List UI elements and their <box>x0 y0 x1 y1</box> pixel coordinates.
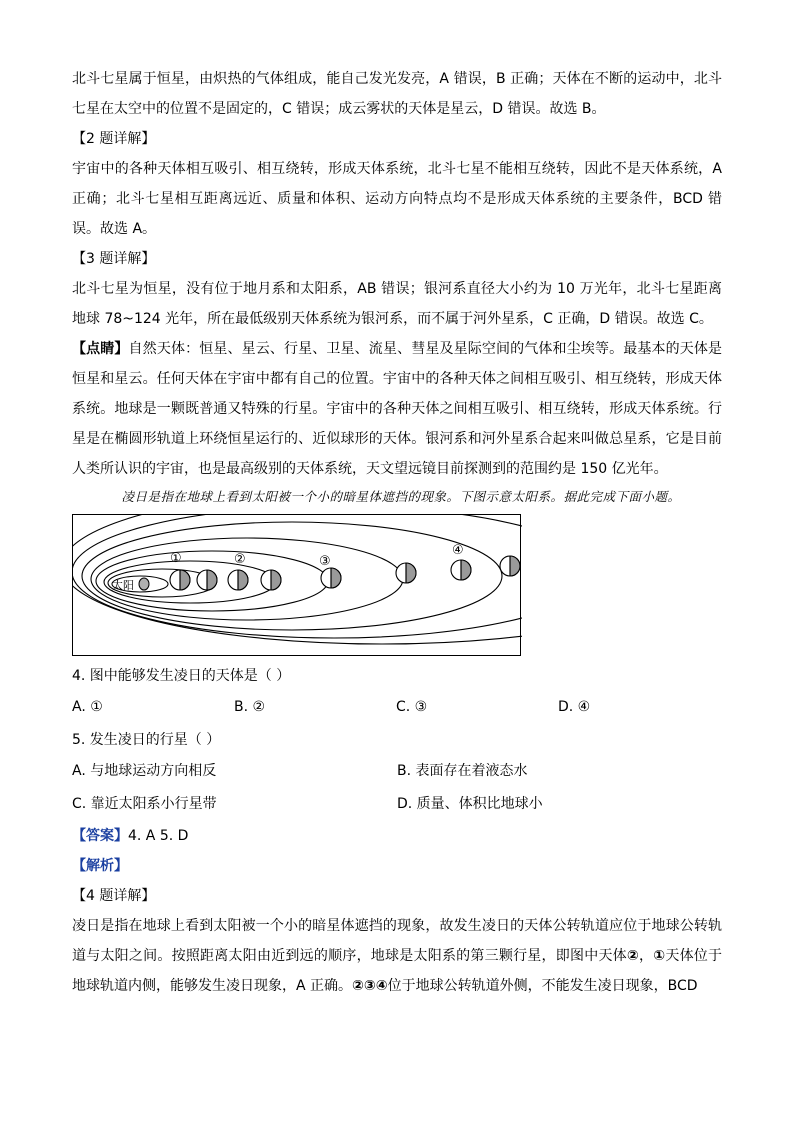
q4-explanation-part-b: ， <box>639 948 654 964</box>
paragraph-q1-explanation: 北斗七星属于恒星，由炽热的气体组成，能自己发光发亮，A 错误，B 正确；天体在不断的运动中，北斗七星在太空中的位置不是固定的，C 错误；成云雾状的天体是星云，D 错误。故选 B。 <box>72 71 722 117</box>
sun-label: 太阳 <box>112 579 134 592</box>
q4-option-a: A. ① <box>72 699 103 715</box>
planet-4-icon <box>451 560 471 580</box>
q4-mark-1: ① <box>653 948 666 964</box>
solar-system-figure <box>72 514 522 657</box>
q5-option-c: C. 靠近太阳系小行星带 <box>72 796 217 812</box>
planet-1-icon <box>170 570 190 590</box>
document-page <box>72 64 722 1001</box>
planet-3-icon <box>321 568 341 588</box>
marker-4: ④ <box>452 543 464 558</box>
q5-option-b: B. 表面存在着液态水 <box>397 763 528 779</box>
q4-option-c: C. ③ <box>396 699 428 715</box>
sun-icon <box>139 578 149 590</box>
q5-option-d: D. 质量、体积比地球小 <box>397 796 543 812</box>
answer-line <box>72 821 722 851</box>
planet-2b-icon <box>261 570 281 590</box>
solar-system-diagram <box>72 514 522 657</box>
q4-option-b: B. ② <box>234 699 266 715</box>
answer-text: 4. A 5. D <box>128 828 189 844</box>
note-tag: 【点睛】 <box>72 341 129 357</box>
planet-2-icon <box>228 570 248 590</box>
planet-1b-icon <box>197 570 217 590</box>
q4-explanation-part-d: 位于地球公转轨道外侧，不能发生凌日现象，BCD <box>387 978 698 994</box>
q5-option-a: A. 与地球运动方向相反 <box>72 763 217 779</box>
q5-options-row2 <box>72 788 722 821</box>
q3-heading: 【3 题详解】 <box>72 251 156 267</box>
q4-mark-234: ②③④ <box>352 978 388 994</box>
q4-explanation-part-a: 凌日是指在地球上看到太阳被一个小的暗星体遮挡的现象，故发生凌日的天体公转轨道应位于地球公转轨道与太阳之间。按照距离太阳由近到远的顺序，地球是太阳系的第三颗行星，即图中天体 <box>72 918 722 964</box>
q3-explanation: 北斗七星为恒星，没有位于地月系和太阳系，AB 错误；银河系直径大小约为 10 万光年，北斗七星距离地球 78~124 光年，所在最低级别天体系统为银河系，而不属于河外星系，C 正确，D 错误。故选 C。 <box>72 281 722 327</box>
q4-heading: 【4 题详解】 <box>72 888 156 904</box>
q2-explanation: 宇宙中的各种天体相互吸引、相互绕转，形成天体系统，北斗七星不能相互绕转，因此不是天体系统，A 正确；北斗七星相互距离远近、质量和体积、运动方向特点均不是形成天体系统的主要条件，BCD 错误。故选 A。 <box>72 161 722 237</box>
marker-1: ① <box>170 551 182 566</box>
analysis-tag: 【解析】 <box>72 858 128 874</box>
note-text: 自然天体：恒星、星云、行星、卫星、流星、彗星及星际空间的气体和尘埃等。最基本的天体是恒星和星云。任何天体在宇宙中都有自己的位置。宇宙中的各种天体之间相互吸引、相互绕转，形成天体系统。地球是一颗既普通又特殊的行星。宇宙中的各种天体之间相互吸引、相互绕转，形成天体系统。行星是在椭圆形轨道上环绕恒星运行的、近似球形的天体。银河系和河外星系合起来叫做总星系，它是目前人类所认识的宇宙，也是最高级别的天体系统，天文望远镜目前探测到的范围约是 150 亿光年。 <box>72 341 723 477</box>
q5-stem: 5. 发生凌日的行星（ ） <box>72 732 221 748</box>
q4-stem: 4. 图中能够发生凌日的天体是（ ） <box>72 668 291 684</box>
marker-3: ③ <box>319 554 331 569</box>
analysis-line <box>72 851 722 881</box>
q5-options-row1 <box>72 755 722 788</box>
q4-option-d: D. ④ <box>558 699 591 715</box>
q2-heading: 【2 题详解】 <box>72 131 156 147</box>
q4-explanation <box>72 911 722 1001</box>
planet-4b-icon <box>500 556 520 576</box>
note-paragraph <box>72 334 722 484</box>
marker-2: ② <box>234 552 246 567</box>
planet-3b-icon <box>396 563 416 583</box>
answer-tag: 【答案】 <box>72 828 128 844</box>
q4-explanation-part-c: 天体位于地球轨道内侧，能够发生凌日现象，A 正确。 <box>72 948 723 994</box>
q4-mark-2: ② <box>626 948 640 964</box>
q4-options <box>72 691 722 723</box>
question-hint: 凌日是指在地球上看到太阳被一个小的暗星体遮挡的现象。下图示意太阳系。据此完成下面小题。 <box>121 489 681 504</box>
